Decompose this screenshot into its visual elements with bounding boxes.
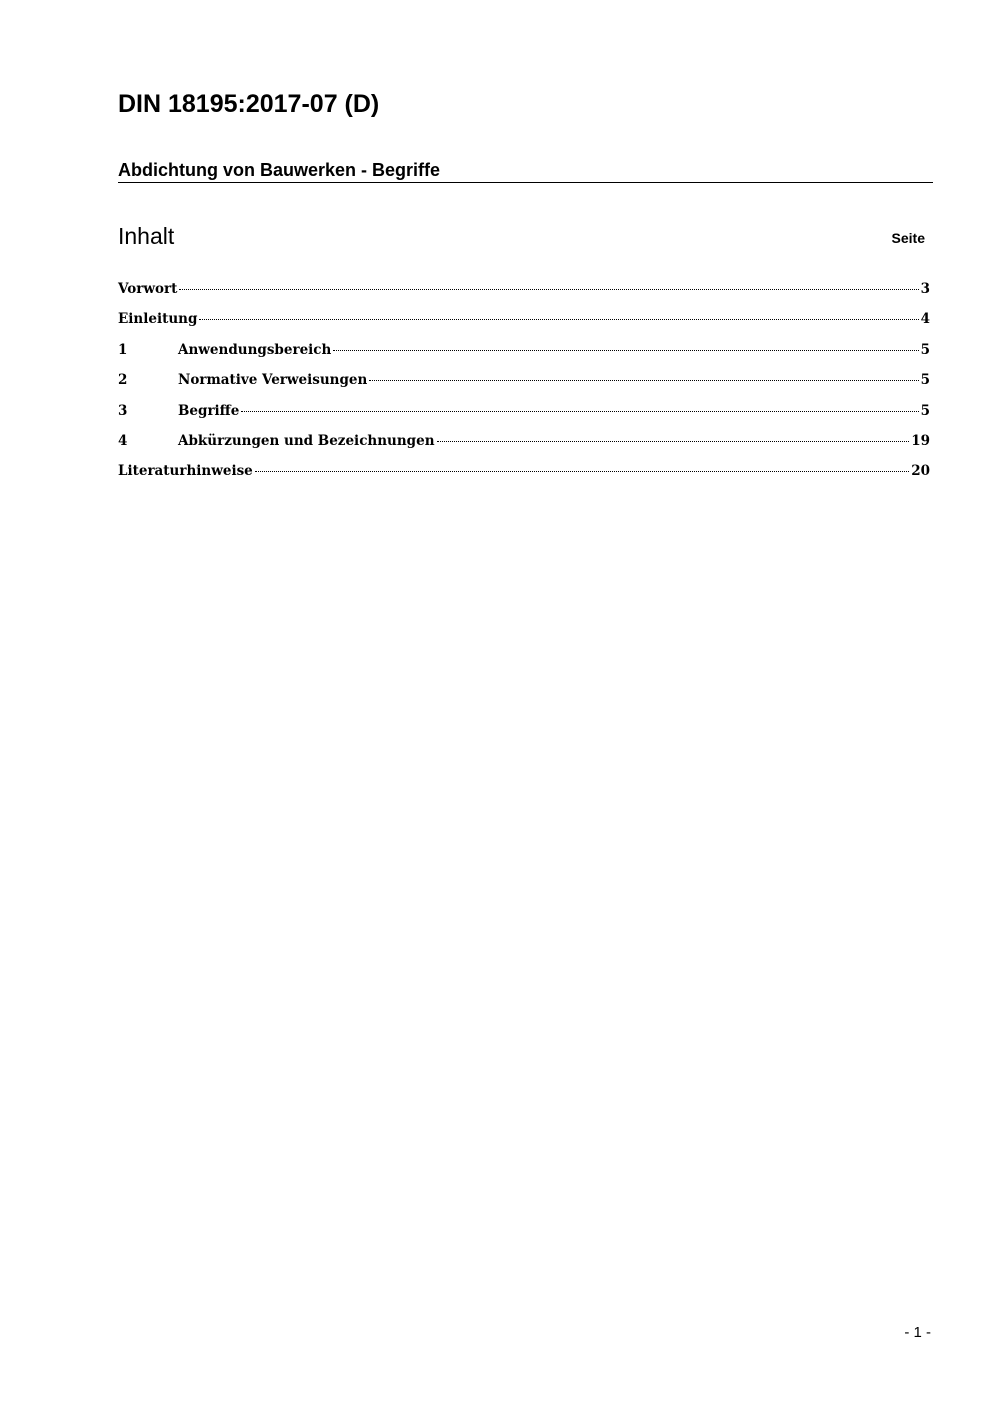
toc-entry-label: Abkürzungen und Bezeichnungen [178, 432, 435, 449]
toc-dot-leader [333, 350, 918, 351]
toc-entry-page: 5 [920, 372, 930, 389]
toc-entry-label: Literaturhinweise [118, 463, 253, 480]
document-subtitle: Abdichtung von Bauwerken - Begriffe [118, 158, 933, 183]
toc-dot-leader [179, 289, 918, 290]
toc-entry-number: 1 [118, 341, 128, 358]
toc-entry-normative-verweisungen[interactable] [118, 369, 930, 399]
toc-page-column-label: Seite [891, 230, 925, 246]
toc-entry-einleitung[interactable] [118, 308, 930, 338]
toc-entry-abkuerzungen[interactable] [118, 430, 930, 460]
page-number: - 1 - [904, 1324, 931, 1341]
toc-dot-leader [369, 380, 918, 381]
toc-dot-leader [255, 471, 909, 472]
toc-entry-label: Vorwort [118, 281, 178, 297]
toc-entry-number: 2 [118, 372, 128, 389]
toc-entry-page: 19 [911, 432, 930, 449]
toc-entry-anwendungsbereich[interactable] [118, 339, 930, 369]
toc-entry-literaturhinweise[interactable] [118, 460, 930, 490]
toc-entry-label: Begriffe [178, 402, 240, 419]
document-title: DIN 18195:2017-07 (D) [118, 90, 380, 118]
toc-entry-number: 3 [118, 402, 128, 419]
toc-entry-vorwort[interactable] [118, 278, 930, 308]
toc-entry-page: 5 [920, 402, 930, 419]
toc-entry-label: Anwendungsbereich [178, 341, 332, 358]
toc-entry-page: 4 [920, 311, 930, 328]
table-of-contents [118, 278, 930, 491]
toc-dot-leader [199, 319, 918, 320]
toc-heading: Inhalt [118, 223, 175, 249]
toc-entry-label: Normative Verweisungen [178, 372, 368, 389]
toc-entry-label: Einleitung [118, 311, 198, 328]
toc-entry-begriffe[interactable] [118, 400, 930, 430]
toc-entry-page: 3 [920, 281, 930, 297]
toc-dot-leader [241, 411, 918, 412]
toc-dot-leader [437, 441, 910, 442]
toc-entry-number: 4 [118, 432, 128, 449]
toc-entry-page: 5 [920, 341, 930, 358]
toc-entry-page: 20 [911, 463, 930, 480]
